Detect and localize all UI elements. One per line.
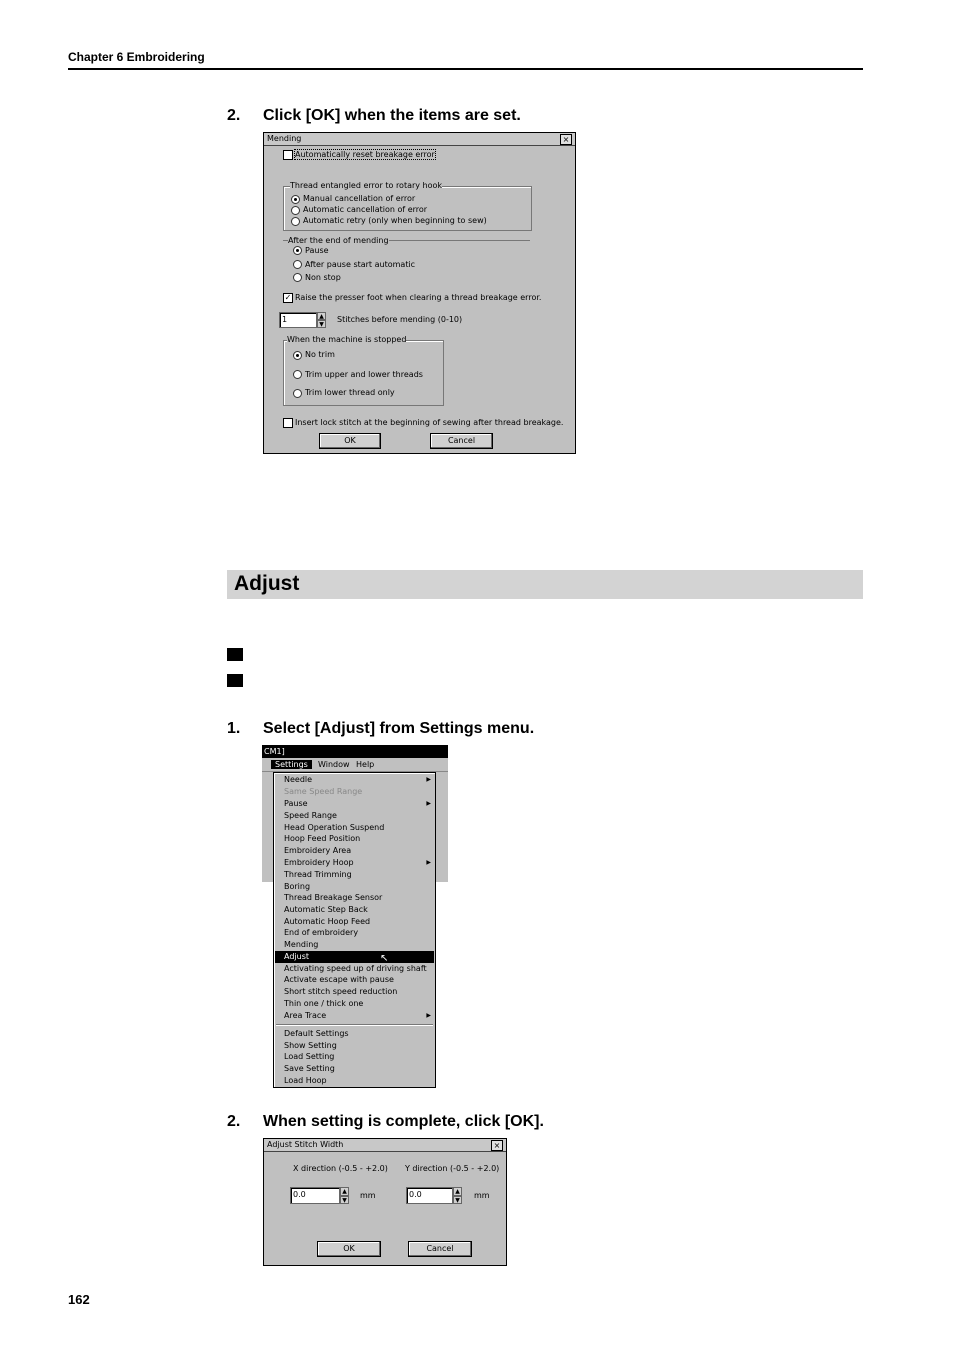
menu-item-head-operation[interactable]: Head Operation Suspend (284, 823, 385, 832)
settings-dropdown: Needle ▶ Same Speed Range Pause ▶ Speed Range Head Operation Suspend Hoop Feed Position Embroidery Area Embroidery Hoop ▶ Thread Trimming Boring Thread Breakage Sensor Automatic Step Back Automatic Hoop Feed End of embroidery Mending Adjust ↖ Activating speed up of driving shaft Activate escape with pause Short stitch speed reduction Thin one / thick one Area Trace ▶ Default Settings Show Setting Load Setting Save Setting Load Hoop (273, 772, 436, 1088)
menu-item-speed-range[interactable]: Speed Range (284, 811, 337, 820)
menu-item-speed-up-shaft[interactable]: Activating speed up of driving shaft (284, 964, 427, 973)
menu-help[interactable]: Help (356, 760, 375, 769)
spin-up-icon[interactable]: ▲ (317, 312, 326, 320)
stopped-option-2: Trim lower thread only (305, 388, 395, 397)
menu-item-hoop-feed-position[interactable]: Hoop Feed Position (284, 834, 361, 843)
step-text: When setting is complete, click [OK]. (263, 1113, 544, 1130)
menu-item-boring[interactable]: Boring (284, 882, 311, 891)
menu-item-thread-breakage-sensor[interactable]: Thread Breakage Sensor (284, 893, 383, 902)
menu-item-embroidery-hoop[interactable]: Embroidery Hoop (284, 858, 354, 867)
radio-pause[interactable] (293, 246, 302, 255)
menu-separator (276, 1024, 433, 1026)
y-direction-label: Y direction (-0.5 - +2.0) (405, 1164, 500, 1173)
menu-item-thread-trimming[interactable]: Thread Trimming (284, 870, 352, 879)
menu-item-load-setting[interactable]: Load Setting (284, 1052, 335, 1061)
mending-dialog (263, 132, 576, 454)
mending-titlebar (264, 133, 575, 146)
x-direction-label: X direction (-0.5 - +2.0) (293, 1164, 388, 1173)
radio-non-stop[interactable] (293, 273, 302, 282)
thread-option-1: Automatic cancellation of error (303, 205, 428, 214)
menu-item-load-hoop[interactable]: Load Hoop (284, 1076, 327, 1085)
radio-no-trim[interactable] (293, 351, 302, 360)
settings-menu-screenshot (262, 745, 448, 1089)
menu-settings[interactable]: Settings (271, 760, 312, 769)
menu-item-show-setting[interactable]: Show Setting (284, 1041, 337, 1050)
radio-manual-cancel[interactable] (291, 195, 300, 204)
step-select-adjust (227, 720, 534, 738)
after-option-1: After pause start automatic (305, 260, 416, 269)
auto-reset-label: Automatically reset breakage error (295, 150, 435, 159)
menu-item-same-speed-range[interactable]: Same Speed Range (284, 787, 363, 796)
after-group-label: After the end of mending (288, 236, 389, 245)
radio-after-pause[interactable] (293, 260, 302, 269)
chapter-header: Chapter 6 Embroidering (68, 50, 205, 64)
cancel-button[interactable]: Cancel (430, 433, 493, 449)
menubar (262, 758, 448, 772)
step-setting-complete (227, 1113, 544, 1131)
cursor-arrow-icon: ↖ (380, 953, 389, 964)
adjust-stitch-width-dialog (263, 1138, 507, 1266)
thread-option-0: Manual cancellation of error (303, 194, 416, 203)
menu-item-end-of-embroidery[interactable]: End of embroidery (284, 928, 359, 937)
adjust-title: Adjust Stitch Width (267, 1140, 344, 1149)
radio-trim-both[interactable] (293, 370, 302, 379)
page-number: 162 (68, 1292, 90, 1307)
menu-item-default-settings[interactable]: Default Settings (284, 1029, 349, 1038)
x-spin-down-icon[interactable]: ▼ (340, 1196, 349, 1204)
window-title: CM1] (264, 747, 285, 756)
step-number: 1. (227, 720, 241, 737)
x-unit-label: mm (360, 1191, 376, 1200)
menu-item-auto-hoop-feed[interactable]: Automatic Hoop Feed (284, 917, 371, 926)
thread-group-label: Thread entangled error to rotary hook (290, 181, 443, 190)
section-title-bar (227, 570, 863, 599)
menu-item-short-stitch[interactable]: Short stitch speed reduction (284, 987, 398, 996)
after-option-2: Non stop (305, 273, 341, 282)
stopped-group-label: When the machine is stopped (287, 335, 407, 344)
auto-reset-checkbox[interactable] (283, 150, 293, 160)
menu-item-auto-step-back[interactable]: Automatic Step Back (284, 905, 368, 914)
radio-auto-retry[interactable] (291, 217, 300, 226)
stopped-option-1: Trim upper and lower threads (305, 370, 423, 379)
step-number: 2. (227, 1113, 241, 1130)
y-direction-input[interactable]: 0.0 (406, 1187, 453, 1204)
menu-item-thin-thick[interactable]: Thin one / thick one (284, 999, 364, 1008)
radio-trim-lower[interactable] (293, 389, 302, 398)
menu-item-escape-with-pause[interactable]: Activate escape with pause (284, 975, 394, 984)
menu-item-embroidery-area[interactable]: Embroidery Area (284, 846, 352, 855)
stopped-option-0: No trim (305, 350, 335, 359)
raise-presser-checkbox[interactable]: ✓ (284, 293, 292, 302)
menu-item-pause[interactable]: Pause (284, 799, 308, 808)
menu-window[interactable]: Window (318, 760, 350, 769)
step-text: Select [Adjust] from Settings menu. (263, 720, 535, 737)
step-click-ok (227, 107, 521, 125)
after-option-0: Pause (305, 246, 329, 255)
bullet-square-2 (227, 674, 243, 687)
section-title: Adjust (234, 572, 300, 595)
close-icon[interactable]: × (560, 134, 572, 145)
x-spin-up-icon[interactable]: ▲ (340, 1187, 349, 1196)
ok-button[interactable]: OK (317, 1241, 381, 1257)
step-number: 2. (227, 107, 241, 124)
y-spin-up-icon[interactable]: ▲ (453, 1187, 462, 1196)
stitches-label: Stitches before mending (0-10) (337, 315, 463, 324)
raise-presser-label: Raise the presser foot when clearing a thread breakage error. (295, 293, 542, 302)
y-spin-down-icon[interactable]: ▼ (453, 1196, 462, 1204)
ok-button[interactable]: OK (319, 433, 381, 449)
menu-item-save-setting[interactable]: Save Setting (284, 1064, 335, 1073)
x-direction-input[interactable]: 0.0 (290, 1187, 340, 1204)
adjust-titlebar (264, 1139, 506, 1152)
header-rule (68, 68, 863, 70)
lock-stitch-checkbox[interactable] (283, 418, 293, 428)
window-titlebar (262, 745, 448, 758)
lock-stitch-label: Insert lock stitch at the beginning of sewing after thread breakage. (295, 418, 564, 427)
thread-option-2: Automatic retry (only when beginning to sew) (303, 216, 487, 225)
spin-down-icon[interactable]: ▼ (317, 320, 326, 328)
mending-title: Mending (267, 134, 302, 143)
cancel-button[interactable]: Cancel (408, 1241, 472, 1257)
menu-item-mending[interactable]: Mending (284, 940, 319, 949)
y-unit-label: mm (474, 1191, 490, 1200)
menu-item-adjust[interactable]: Adjust (284, 952, 310, 961)
step-text: Click [OK] when the items are set. (263, 107, 521, 124)
stitches-input[interactable]: 1 (279, 312, 317, 328)
menu-item-area-trace[interactable]: Area Trace (284, 1011, 327, 1020)
radio-auto-cancel[interactable] (291, 206, 300, 215)
close-icon[interactable]: × (491, 1140, 503, 1151)
menu-item-needle[interactable]: Needle (284, 775, 313, 784)
bullet-square-1 (227, 648, 243, 661)
